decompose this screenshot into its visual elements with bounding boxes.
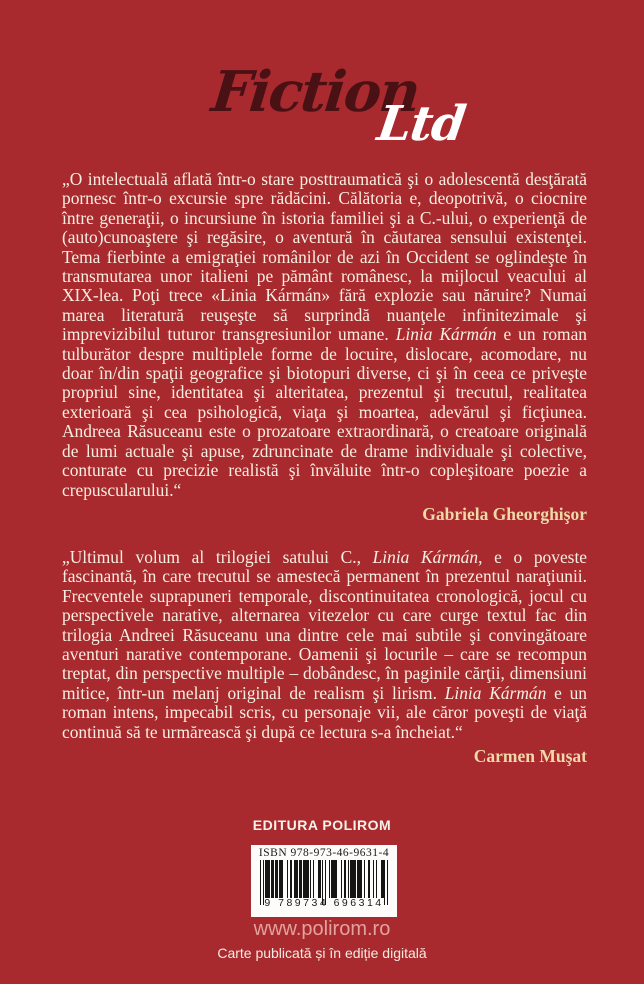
logo-fiction-text: Fiction xyxy=(208,59,422,125)
quote-text-1: „O intelectuală aflată într-o stare posttraumatică şi o adolescentă desţărată pornesc într-o excursie spre rădăcini. Călătoria e, deopotrivă, o ciocnire între generaţii, o incursiune în istoria familiei şi a C.-ului, o experienţă de (auto)cunoaştere şi regăsire, o aventură în căutarea sensului existenţei. Tema fierbinte a emigraţiei românilor de azi în Occident se oglindeşte în transmutarea unor italieni pe pământ românesc, la mijlocul veacului al XIX-lea. Poţi trece «Linia Kármán» fără explozie sau năruire? Numai marea literatură reuşeşte să surprindă nuanţele infinitezimale şi imprevizibilul tuturor transgresiunilor umane. Linia Kármán e un roman tulburător despre multiplele forme de locuire, dislocare, acomodare, nu doar în/din spaţii geografice şi biotopuri diverse, ci şi în ceea ce priveşte propriul sine, identitatea şi alteritatea, prezentul şi trecutul, realitatea exterioară şi cea psihologică, viaţa şi moartea, adevărul şi ficţiunea. Andreea Răsuceanu este o prozatoare extraordinară, o creatoare originală de lumi actuale şi apuse, zdruncinate de drame individuale şi colective, conturate cu precizie realistă şi învăluite într-o copleşitoare poezie a crepuscularului.“ xyxy=(62,169,587,500)
isbn-label: ISBN 978-973-46-9631-4 xyxy=(258,847,390,859)
publisher-name: EDITURA POLIROM xyxy=(252,817,392,833)
quote-block-1 xyxy=(62,170,587,524)
publisher-website: www.polirom.ro xyxy=(253,918,391,940)
logo-ltd-text: Ltd xyxy=(374,96,469,152)
quote-attribution-2: Carmen Muşat xyxy=(473,745,587,766)
quote-block-2 xyxy=(62,548,587,766)
digital-edition-note: Carte publicată și în ediție digitală xyxy=(217,945,427,961)
isbn-barcode xyxy=(251,845,397,917)
quote-text-2: „Ultimul volum al trilogiei satului C., Linia Kármán, e o poveste fascinantă, în care trecutul se amestecă permanent în prezentul naraţiunii. Frecventele suprapuneri temporale, discontinuitatea cronologică, jocul cu perspectivele narative, alternarea vitezelor cu care curge textul fac din trilogia Andreei Răsuceanu una dintre cele mai subtile şi convingătoare aventuri narative contemporane. Oamenii şi locurile – care se recompun treptat, din perspective multiple – dobândesc, în paginile cărţii, dimensiuni mitice, într-un melanj original de realism şi lirism. Linia Kármán e un roman intens, impecabil scris, cu personaje vii, ale căror poveşti de viaţă continuă să te urmărească şi după ce lectura s-a încheiat.“ xyxy=(62,546,587,742)
quote-attribution-1: Gabriela Gheorghişor xyxy=(422,503,587,524)
barcode-digits: 9 789734 696314 xyxy=(264,897,384,909)
fiction-ltd-logo xyxy=(0,59,644,158)
review-quotes xyxy=(62,170,587,766)
